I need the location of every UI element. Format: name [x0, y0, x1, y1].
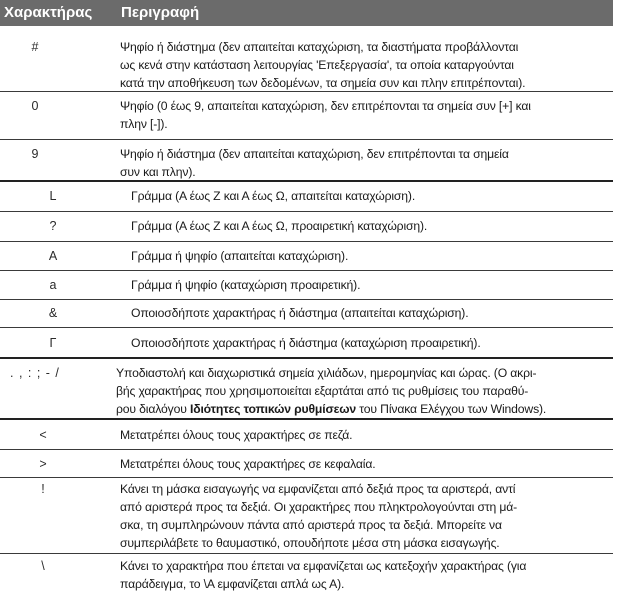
regional-settings-term: Ιδιότητες τοπικών ρυθμίσεων [189, 402, 357, 416]
mask-symbol: # [31, 40, 39, 54]
mask-symbol: . , : ; - / [10, 366, 60, 380]
description-line: Ψηφίο (0 έως 9, απαιτείται καταχώριση, δεν επιτρέπονται τα σημεία συν [+] και [120, 99, 531, 113]
description-line: ως κενά στην κατάσταση λειτουργίας 'Επεξεργασία', τα οποία καταργούνται [120, 58, 514, 72]
mask-symbol: A [48, 249, 58, 263]
description-line: Γράμμα (Α έως Ζ και Α έως Ω, προαιρετική καταχώριση). [131, 219, 428, 233]
description-line: Οποιοσδήποτε χαρακτήρας ή διάστημα (καταχώριση προαιρετική). [131, 336, 481, 350]
mask-description [120, 480, 613, 552]
mask-description [120, 426, 613, 444]
mask-symbol: a [49, 278, 57, 292]
description-line: συμπεριλάβετε το θαυμαστικό, οπουδήποτε μέσα στη μάσκα εισαγωγής. [120, 536, 500, 550]
description-line: Οποιοσδήποτε χαρακτήρας ή διάστημα (απαιτείται καταχώριση). [131, 306, 469, 320]
description-line: Γράμμα ή ψηφίο (απαιτείται καταχώριση). [131, 249, 349, 263]
table-header [0, 0, 613, 26]
mask-description [131, 334, 613, 352]
mask-symbol: & [48, 306, 58, 320]
description-line: συν και πλην). [120, 165, 196, 179]
mask-description [120, 557, 613, 593]
description-line: Ψηφίο ή διάστημα (δεν απαιτείται καταχώριση, τα διαστήματα προβάλλονται [120, 40, 519, 54]
description-line: Κάνει τη μάσκα εισαγωγής να εμφανίζεται από δεξιά προς τα αριστερά, αντί [120, 482, 516, 496]
mask-description [131, 304, 613, 322]
description-line: πλην [-]). [120, 117, 168, 131]
mask-symbol: 9 [31, 147, 39, 161]
mask-description [131, 187, 613, 205]
mask-description [131, 276, 613, 294]
row-divider [0, 139, 613, 140]
description-line: Γράμμα (Α έως Ζ και Α έως Ω, απαιτείται καταχώριση). [131, 189, 416, 203]
description-text: ρου διαλόγου [116, 402, 190, 416]
row-divider [0, 477, 613, 478]
description-line: Μετατρέπει όλους τους χαρακτήρες σε κεφαλαία. [120, 457, 376, 471]
mask-description [120, 97, 613, 133]
description-line: βής χαρακτήρας που χρησιμοποιείται εξαρτάται από τις ρυθμίσεις του παραθύ- [116, 384, 529, 398]
mask-description [120, 145, 613, 181]
row-divider [0, 327, 613, 328]
row-divider [0, 211, 613, 212]
mask-description [131, 247, 613, 265]
row-divider [0, 241, 613, 242]
mask-symbol: ! [41, 482, 45, 496]
mask-symbol: ? [49, 219, 57, 233]
row-divider [0, 180, 613, 182]
mask-symbol: 0 [31, 99, 39, 113]
mask-symbol: \ [41, 559, 45, 573]
description-line: Ψηφίο ή διάστημα (δεν απαιτείται καταχώριση, δεν επιτρέπονται τα σημεία [120, 147, 509, 161]
mask-description [120, 455, 613, 473]
description-line [116, 400, 613, 418]
description-text: του Πίνακα Ελέγχου των Windows). [356, 402, 547, 416]
mask-symbol: L [49, 189, 57, 203]
mask-description [131, 217, 613, 235]
description-line: από αριστερά προς τα δεξιά. Οι χαρακτήρες που πληκτρολογούνται στη μά- [120, 500, 518, 514]
row-divider [0, 357, 613, 359]
mask-symbol: < [39, 428, 47, 442]
description-line: κατά την αποθήκευση των δεδομένων, τα σημεία συν και πλην επιτρέπονται). [120, 76, 526, 90]
description-line: Γράμμα ή ψηφίο (καταχώριση προαιρετική). [131, 278, 361, 292]
row-divider [0, 418, 613, 420]
mask-description [116, 364, 613, 418]
description-line: Υποδιαστολή και διαχωριστικά σημεία χιλιάδων, ημερομηνίας και ώρας. (Ο ακρι- [116, 366, 537, 380]
description-line: Μετατρέπει όλους τους χαρακτήρες σε πεζά. [120, 428, 353, 442]
description-line: παράδειγμα, το \Α εμφανίζεται απλά ως Α). [120, 577, 345, 591]
row-divider [0, 270, 613, 271]
row-divider [0, 299, 613, 300]
header-character: Χαρακτήρας [4, 4, 93, 21]
header-description: Περιγραφή [121, 4, 200, 21]
description-line: σκα, τη συμπληρώνουν πάντα από αριστερά προς τα δεξιά. Μπορείτε να [120, 518, 502, 532]
mask-symbol: > [39, 457, 47, 471]
row-divider [0, 449, 613, 450]
mask-symbol: Γ [49, 336, 57, 350]
row-divider [0, 553, 613, 554]
mask-description [120, 38, 613, 92]
row-divider [0, 91, 613, 92]
description-line: Κάνει το χαρακτήρα που έπεται να εμφανίζεται ως κατεξοχήν χαρακτήρας (για [120, 559, 527, 573]
